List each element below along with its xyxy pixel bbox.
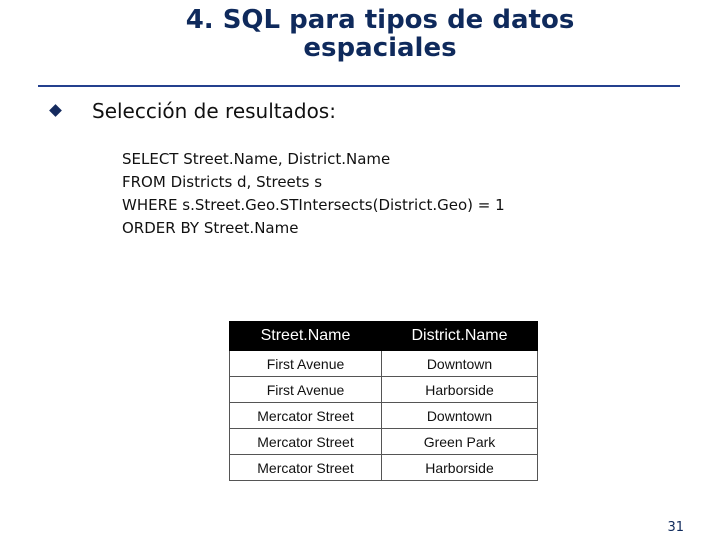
table-cell: Downtown [382, 351, 538, 377]
sql-line: WHERE s.Street.Geo.STIntersects(District.Geo) = 1 [122, 196, 505, 214]
sql-query [122, 148, 505, 240]
table-header-row [230, 322, 538, 351]
table-cell: Green Park [382, 429, 538, 455]
table-cell: Downtown [382, 403, 538, 429]
slide-title [80, 6, 680, 62]
table-row [230, 351, 538, 377]
sql-line: FROM Districts d, Streets s [122, 173, 323, 191]
table-cell: Mercator Street [230, 455, 382, 481]
diamond-bullet-icon [49, 104, 62, 117]
slide-title-line-1: 4. SQL para tipos de datos [185, 5, 575, 35]
table-cell: First Avenue [230, 351, 382, 377]
table-cell: Harborside [382, 455, 538, 481]
table-cell: Mercator Street [230, 429, 382, 455]
table-cell: First Avenue [230, 377, 382, 403]
table-row [230, 403, 538, 429]
sql-line: SELECT Street.Name, District.Name [122, 150, 391, 168]
bullet-text: Selección de resultados: [92, 99, 336, 123]
results-table [229, 321, 538, 481]
table-cell: Harborside [382, 377, 538, 403]
title-divider [38, 85, 680, 87]
column-header-street: Street.Name [230, 322, 382, 351]
table-row [230, 455, 538, 481]
table-row [230, 429, 538, 455]
sql-line: ORDER BY Street.Name [122, 219, 299, 237]
page-number: 31 [667, 520, 684, 535]
table-row [230, 377, 538, 403]
column-header-district: District.Name [382, 322, 538, 351]
table-cell: Mercator Street [230, 403, 382, 429]
slide-title-line-2: espaciales [303, 33, 457, 63]
